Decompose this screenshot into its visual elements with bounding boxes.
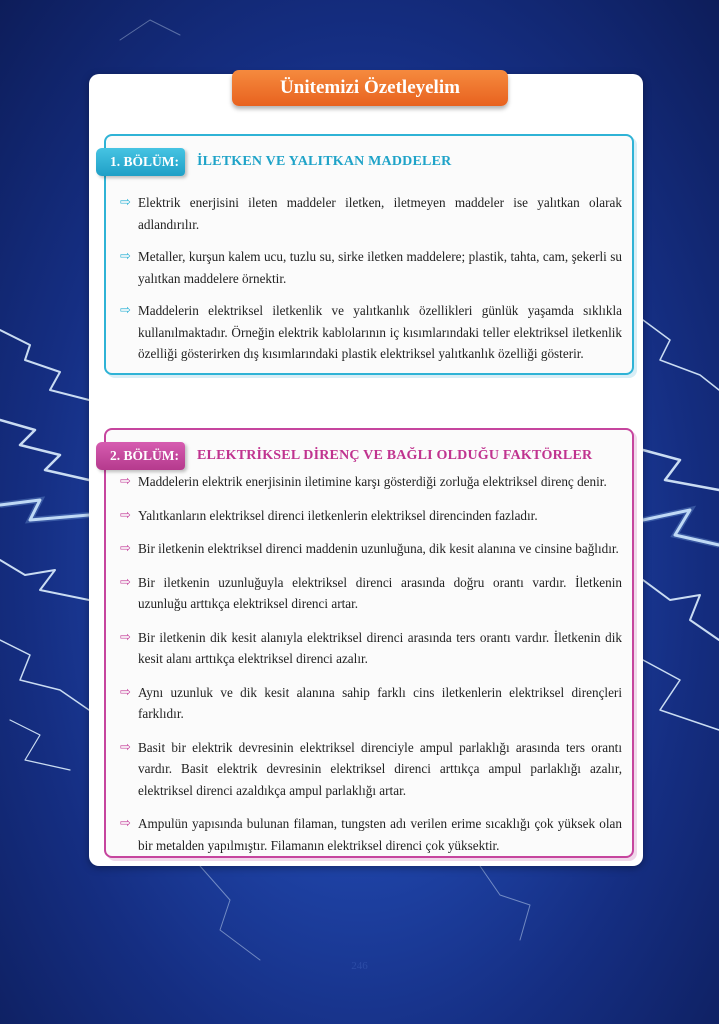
section-1-list [120, 192, 622, 376]
section-1-header [96, 148, 451, 176]
list-item: ⇨ Basit bir elektrik devresinin elektriksel direnciyle ampul parlaklığı arasında ters orantı vardır. Basit elektrik devresinin elektriksel direnci arttıkça ampul parlaklığı azalır, elektriksel direnci azaldıkça ampul parlaklığı artar. [120, 737, 622, 802]
right-arrow-icon: ⇨ [120, 574, 131, 590]
list-item: ⇨ Bir iletkenin dik kesit alanıyla elektriksel direnci arasında ters orantı vardır. İletkenin dik kesit alanı arttıkça elektriksel direnci azalır. [120, 627, 622, 670]
list-item: ⇨ Maddelerin elektrik enerjisinin iletimine karşı gösterdiği zorluğa elektriksel direnç denir. [120, 471, 622, 493]
section-1-tag: 1. BÖLÜM: [96, 148, 185, 176]
section-2-title: ELEKTRİKSEL DİRENÇ VE BAĞLI OLDUĞU FAKTÖRLER [197, 448, 593, 463]
section-1 [104, 134, 634, 375]
list-item: ⇨ Maddelerin elektriksel iletkenlik ve yalıtkanlık özellikleri günlük yaşamda sıklıkla kullanılmaktadır. Örneğin elektrik kablolarının iç kısımlarındaki teller elektriksel iletkenlik özelliği gösterirken dış kısımlarındaki plastik elektriksel yalıtkanlık özelliği gösterir. [120, 300, 622, 365]
right-arrow-icon: ⇨ [120, 195, 131, 210]
section-2-header [96, 442, 592, 470]
right-arrow-icon: ⇨ [120, 303, 131, 318]
right-arrow-icon: ⇨ [120, 507, 131, 523]
list-item: ⇨ Yalıtkanların elektriksel direnci iletkenlerin elektriksel direncinden fazladır. [120, 505, 622, 527]
list-item: ⇨ Aynı uzunluk ve dik kesit alanına sahip farklı cins iletkenlerin elektriksel dirençleri farklıdır. [120, 682, 622, 725]
page-title: Ünitemizi Özetleyelim [232, 70, 508, 106]
list-item: ⇨ Metaller, kurşun kalem ucu, tuzlu su, sirke iletken maddelere; plastik, tahta, cam, şekerli su yalıtkan maddelere örnektir. [120, 246, 622, 289]
right-arrow-icon: ⇨ [120, 541, 131, 556]
right-arrow-icon: ⇨ [120, 816, 131, 831]
right-arrow-icon: ⇨ [120, 629, 131, 645]
right-arrow-icon: ⇨ [120, 249, 131, 264]
list-item: ⇨ Elektrik enerjisini ileten maddeler iletken, iletmeyen maddeler ise yalıtkan olarak adlandırılır. [120, 192, 622, 235]
page-number: 246 [351, 960, 368, 972]
list-item: ⇨ Ampulün yapısında bulunan filaman, tungsten adı verilen erime sıcaklığı çok yüksek olan bir metalden yapılmıştır. Filamanın elektriksel direnci çok yüksektir. [120, 813, 622, 856]
right-arrow-icon: ⇨ [120, 474, 131, 489]
list-item: ⇨ Bir iletkenin elektriksel direnci maddenin uzunluğuna, dik kesit alanına ve cinsine bağlıdır. [120, 538, 622, 560]
list-item: ⇨ Bir iletkenin uzunluğuyla elektriksel direnci arasında doğru orantı vardır. İletkenin uzunluğu arttıkça elektriksel direnci artar. [120, 572, 622, 615]
section-2 [104, 428, 634, 858]
section-2-tag: 2. BÖLÜM: [96, 442, 185, 470]
right-arrow-icon: ⇨ [120, 684, 131, 700]
section-1-title: İLETKEN VE YALITKAN MADDELER [197, 154, 452, 169]
right-arrow-icon: ⇨ [120, 739, 131, 755]
section-2-list [120, 471, 622, 868]
